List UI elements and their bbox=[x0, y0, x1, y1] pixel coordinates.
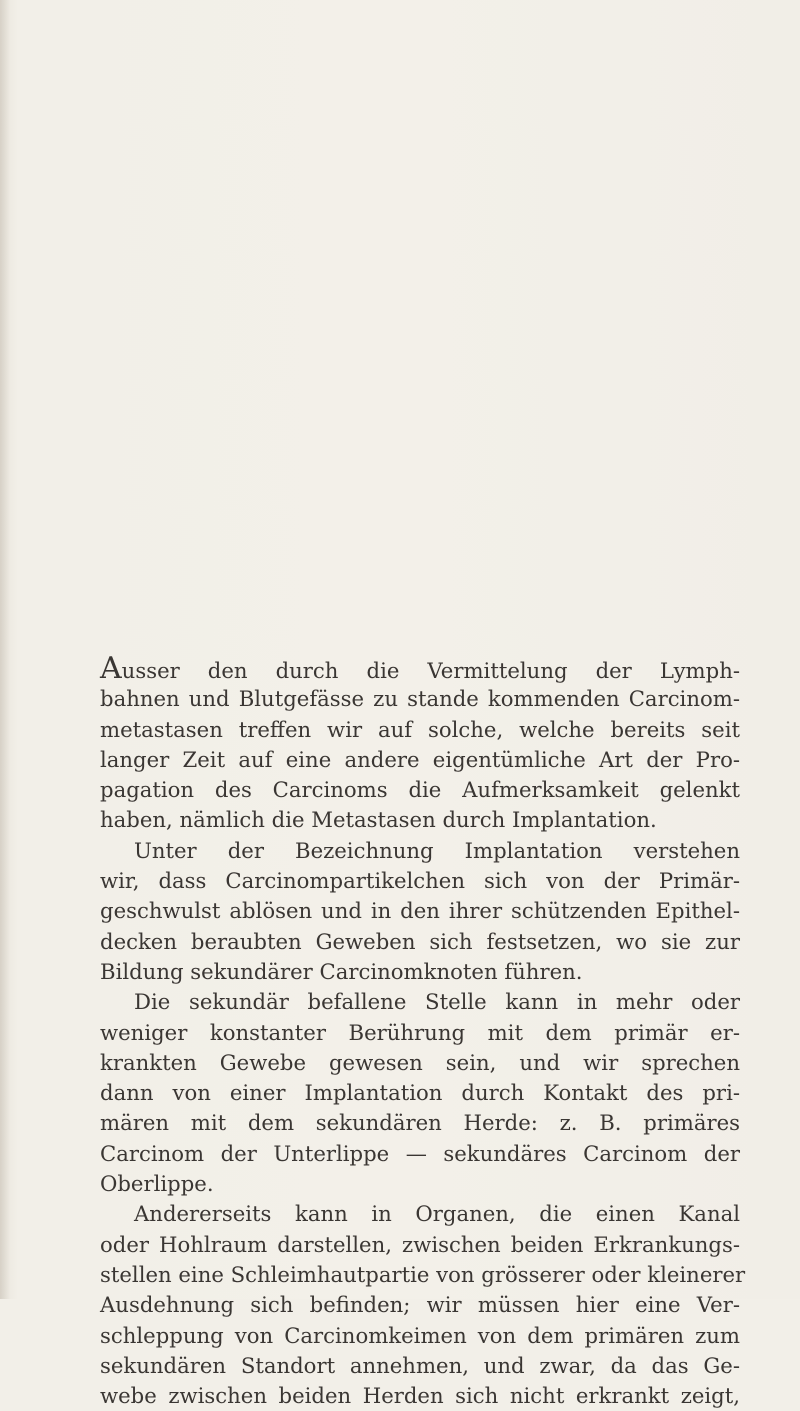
text-line: Carcinom der Unterlippe — sekundäres Carcinom der bbox=[100, 1140, 740, 1166]
page-spine-shadow bbox=[0, 0, 10, 1299]
text-line: dann von einer Implantation durch Kontakt des pri- bbox=[100, 1080, 740, 1106]
text-line: krankten Gewebe gewesen sein, und wir sprechen bbox=[100, 1049, 740, 1075]
body-text bbox=[100, 651, 746, 1411]
text-line bbox=[100, 651, 740, 686]
text-line: stellen eine Schleimhautpartie von grösserer oder kleinerer bbox=[100, 1261, 746, 1287]
text-line: decken beraubten Geweben sich festsetzen, wo sie zur bbox=[100, 928, 740, 954]
text-line-content: usser den durch die Vermittelung der Lymph- bbox=[121, 658, 740, 683]
text-line: Ausdehnung sich befinden; wir müssen hier eine Ver- bbox=[100, 1292, 740, 1318]
text-line: weniger konstanter Berührung mit dem primär er- bbox=[100, 1019, 740, 1045]
text-line: schleppung von Carcinomkeimen von dem primären zum bbox=[100, 1322, 740, 1348]
text-line: mären mit dem sekundären Herde: z. B. primäres bbox=[100, 1110, 740, 1136]
text-line: bahnen und Blutgefässe zu stande kommenden Carcinom- bbox=[100, 686, 740, 712]
text-line: Oberlippe. bbox=[100, 1171, 214, 1197]
text-line: Die sekundär befallene Stelle kann in mehr oder bbox=[134, 989, 740, 1015]
text-line: webe zwischen beiden Herden sich nicht erkrankt zeigt, bbox=[100, 1383, 740, 1409]
text-line: haben, nämlich die Metastasen durch Implantation. bbox=[100, 807, 657, 833]
text-line: sekundären Standort annehmen, und zwar, da das Ge- bbox=[100, 1352, 740, 1378]
text-line: pagation des Carcinoms die Aufmerksamkeit gelenkt bbox=[100, 777, 740, 803]
text-line: Bildung sekundärer Carcinomknoten führen. bbox=[100, 958, 583, 984]
text-line: metastasen treffen wir auf solche, welche bereits seit bbox=[100, 716, 740, 742]
text-line: geschwulst ablösen und in den ihrer schützenden Epithel- bbox=[100, 898, 740, 924]
text-line: langer Zeit auf eine andere eigentümliche Art der Pro- bbox=[100, 746, 740, 772]
text-line: Unter der Bezeichnung Implantation verstehen bbox=[134, 837, 740, 863]
text-line: Andererseits kann in Organen, die einen Kanal bbox=[134, 1201, 740, 1227]
text-line: wir, dass Carcinompartikelchen sich von der Primär- bbox=[100, 868, 740, 894]
drop-initial: A bbox=[100, 651, 122, 686]
text-line: oder Hohlraum darstellen, zwischen beiden Erkrankungs- bbox=[100, 1231, 740, 1257]
